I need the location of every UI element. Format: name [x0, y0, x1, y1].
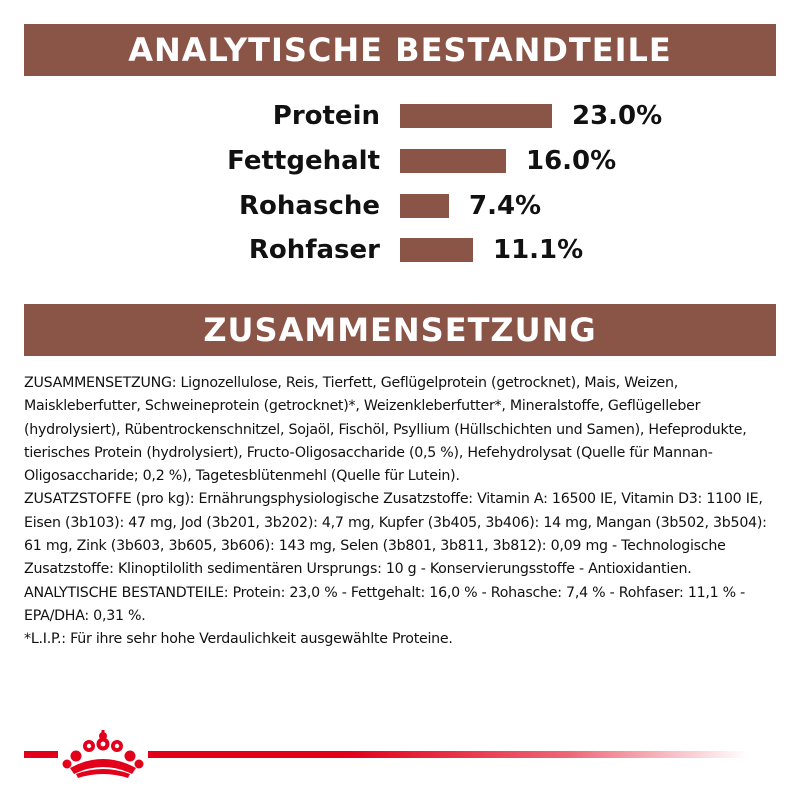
nutrient-label: Protein	[272, 101, 380, 131]
composition-heading-banner	[24, 304, 776, 356]
composition-heading: ZUSAMMENSETZUNG	[203, 311, 597, 349]
nutrient-value: 11.1%	[493, 235, 584, 265]
composition-text	[24, 372, 784, 652]
composition-paragraph: ZUSAMMENSETZUNG: Lignozellulose, Reis, Tierfett, Geflügelprotein (getrocknet), Mais, Weizen, Maiskleberfutter, Schweineprotein (getrocknet)*, Weizenkleberfutter*, Mineralstoffe, Geflügelleber (hydrolysiert), Rübentrockenschnitzel, Sojaöl, Fischöl, Psyllium (Hüllschichten und Samen), Hefeprodukte, tierisches Protein (hydrolysiert), Fructo-Oligosaccharide (0,5 %), Hefehydrolysat (Quelle für Mannan-Oligosaccharide; 0,2 %), Tagetesblütenmehl (Quelle für Lutein).	[24, 375, 747, 485]
nutrient-bar	[400, 238, 473, 262]
nutrient-row-rohfaser	[0, 232, 800, 268]
analysis-heading-banner	[24, 24, 776, 76]
nutrient-label: Rohasche	[239, 191, 380, 221]
footnote-paragraph: *L.I.P.: Für ihre sehr hohe Verdaulichkeit ausgewählte Proteine.	[24, 631, 453, 648]
nutrient-row-rohasche	[0, 188, 800, 224]
nutrient-value: 23.0%	[572, 101, 663, 131]
crown-icon	[58, 728, 148, 782]
nutrient-label: Rohfaser	[248, 235, 380, 265]
additives-paragraph: ZUSATZSTOFFE (pro kg): Ernährungsphysiologische Zusatzstoffe: Vitamin A: 16500 IE, Vitamin D3: 1100 IE, Eisen (3b103): 47 mg, Jod (3b201, 3b202): 4,7 mg, Kupfer (3b405, 3b406): 14 mg, Mangan (3b502, 3b504): 61 mg, Zink (3b603, 3b605, 3b606): 143 mg, Selen (3b801, 3b811, 3b812): 0,09 mg - Technologische Zusatzstoffe: Klinoptilolith sedimentären Ursprungs: 10 g - Konservierungsstoffe - Antioxidantien.	[24, 491, 767, 578]
nutrient-bar	[400, 194, 449, 218]
nutrient-row-fettgehalt	[0, 143, 800, 179]
nutrient-bar	[400, 149, 506, 173]
analysis-paragraph: ANALYTISCHE BESTANDTEILE: Protein: 23,0 % - Fettgehalt: 16,0 % - Rohasche: 7,4 % - Rohfaser: 11,1 % - EPA/DHA: 0,31 %.	[24, 584, 746, 624]
analysis-heading: ANALYTISCHE BESTANDTEILE	[128, 31, 672, 69]
nutrient-value: 16.0%	[526, 146, 617, 176]
nutrient-label: Fettgehalt	[227, 146, 380, 176]
nutrient-row-protein	[0, 98, 800, 134]
nutrient-bar	[400, 104, 552, 128]
nutrient-value: 7.4%	[469, 191, 542, 221]
